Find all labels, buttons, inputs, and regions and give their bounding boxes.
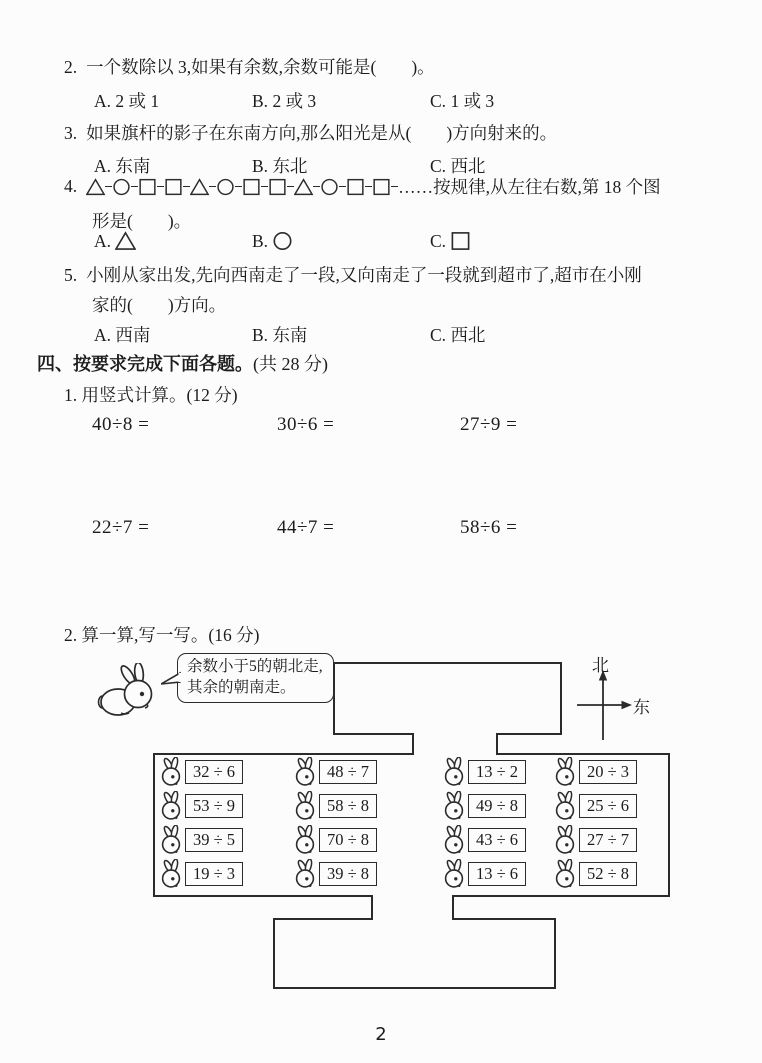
triangle-icon: [86, 178, 105, 196]
circle-icon: [112, 178, 131, 196]
division-problem: 27 ÷ 7: [579, 828, 637, 852]
calc-3: 27÷9 =: [460, 414, 518, 435]
bubble-line-2: 其余的朝南走。: [187, 679, 296, 696]
rabbit-icon: [159, 859, 184, 888]
option-c: C. 西北: [430, 156, 486, 176]
square-icon: [268, 178, 287, 196]
square-icon: [164, 178, 183, 196]
problem-cell: [442, 828, 526, 852]
north-box: [333, 662, 562, 735]
option-c: C. 西北: [430, 325, 486, 345]
rabbit-icon: [159, 825, 184, 854]
division-problem: 25 ÷ 6: [579, 794, 637, 818]
question-4-number: 4.: [64, 176, 78, 196]
problem-column-2: [293, 760, 377, 896]
question-4-text: ……按规律,从左往右数,第 18 个图: [398, 177, 661, 197]
division-problem: 70 ÷ 8: [319, 828, 377, 852]
square-icon: [242, 178, 261, 196]
circle-icon: [268, 231, 293, 251]
division-problem: 48 ÷ 7: [319, 760, 377, 784]
division-problem: 52 ÷ 8: [579, 862, 637, 886]
option-b: B. 2 或 3: [252, 91, 317, 111]
question-3-text: 如果旗杆的影子在东南方向,那么阳光是从( )方向射来的。: [86, 123, 558, 143]
problem-cell: [442, 862, 526, 886]
problem-cell: [553, 862, 637, 886]
square-icon: [138, 178, 157, 196]
division-problem: 39 ÷ 5: [185, 828, 243, 852]
speech-bubble: [177, 653, 334, 703]
problem-cell: [159, 828, 243, 852]
problem-cell: [553, 794, 637, 818]
calc-5: 44÷7 =: [277, 517, 335, 538]
item-1-label: 1. 用竖式计算。(12 分): [64, 385, 238, 405]
problem-cell: [553, 828, 637, 852]
rabbit-icon: [442, 757, 467, 786]
rabbit-icon: [293, 791, 318, 820]
division-problem: 49 ÷ 8: [468, 794, 526, 818]
square-icon: [346, 178, 365, 196]
problem-cell: [442, 794, 526, 818]
problem-column-3: [442, 760, 526, 896]
triangle-icon: [294, 178, 313, 196]
section-4-title: 四、按要求完成下面各题。(共 28 分): [37, 354, 328, 374]
rabbit-icon: [553, 825, 578, 854]
rabbit-icon: [442, 859, 467, 888]
question-2: [64, 54, 435, 79]
rabbit-icon: [159, 757, 184, 786]
item-2-label: 2. 算一算,写一写。(16 分): [64, 625, 260, 645]
question-3: [64, 120, 557, 145]
question-4-line2: 形是( )。: [92, 211, 192, 231]
square-icon: [446, 231, 471, 251]
option-a: A. 西南: [94, 325, 151, 345]
option-a: A. 2 或 1: [94, 91, 160, 111]
problem-cell: [159, 760, 243, 784]
division-problem: 20 ÷ 3: [579, 760, 637, 784]
rabbit-icon: [293, 757, 318, 786]
circle-icon: [216, 178, 235, 196]
option-b: B.: [252, 231, 293, 252]
division-problem: 53 ÷ 9: [185, 794, 243, 818]
south-box: [273, 918, 556, 989]
rabbit-icon: [97, 663, 161, 722]
calc-6: 58÷6 =: [460, 517, 518, 538]
division-problem: 13 ÷ 6: [468, 862, 526, 886]
square-icon: [372, 178, 391, 196]
question-4: [64, 174, 661, 199]
question-2-number: 2.: [64, 57, 78, 77]
page-number: 2: [375, 1024, 387, 1045]
problem-cell: [293, 794, 377, 818]
option-b: B. 东北: [252, 156, 308, 176]
problem-column-4: [553, 760, 637, 896]
question-5: [64, 262, 642, 287]
problem-cell: [293, 760, 377, 784]
question-5-number: 5.: [64, 265, 78, 285]
question-5-line2: 家的( )方向。: [92, 295, 227, 315]
rabbit-icon: [553, 791, 578, 820]
calc-1: 40÷8 =: [92, 414, 150, 435]
problem-cell: [159, 862, 243, 886]
triangle-icon: [190, 178, 209, 196]
division-problem: 39 ÷ 8: [319, 862, 377, 886]
compass-north-label: 北: [592, 656, 609, 675]
option-a: A.: [94, 231, 136, 252]
problem-cell: [159, 794, 243, 818]
rabbit-icon: [293, 859, 318, 888]
option-c: C. 1 或 3: [430, 91, 495, 111]
option-b: B. 东南: [252, 325, 308, 345]
rabbit-icon: [553, 757, 578, 786]
question-5-line1: 小刚从家出发,先向西南走了一段,又向南走了一段就到超市了,超市在小刚: [86, 265, 642, 285]
calc-2: 30÷6 =: [277, 414, 335, 435]
problem-column-1: [159, 760, 243, 896]
division-problem: 19 ÷ 3: [185, 862, 243, 886]
bubble-line-1: 余数小于5的朝北走,: [187, 658, 323, 675]
division-problem: 32 ÷ 6: [185, 760, 243, 784]
circle-icon: [320, 178, 339, 196]
question-3-number: 3.: [64, 123, 78, 143]
compass-east-label: 东: [633, 698, 650, 717]
rabbit-icon: [553, 859, 578, 888]
calc-4: 22÷7 =: [92, 517, 150, 538]
rabbit-icon: [442, 791, 467, 820]
division-problem: 43 ÷ 6: [468, 828, 526, 852]
option-a: A. 东南: [94, 156, 151, 176]
triangle-icon: [111, 231, 136, 251]
problem-cell: [442, 760, 526, 784]
division-problem: 58 ÷ 8: [319, 794, 377, 818]
question-2-text: 一个数除以 3,如果有余数,余数可能是( )。: [86, 57, 435, 77]
rabbit-icon: [159, 791, 184, 820]
division-problem: 13 ÷ 2: [468, 760, 526, 784]
problem-cell: [293, 828, 377, 852]
speech-bubble-tail: [161, 671, 181, 687]
problem-cell: [553, 760, 637, 784]
rabbit-icon: [442, 825, 467, 854]
shape-sequence: [86, 178, 398, 196]
problem-cell: [293, 862, 377, 886]
option-c: C.: [430, 231, 471, 252]
rabbit-icon: [293, 825, 318, 854]
